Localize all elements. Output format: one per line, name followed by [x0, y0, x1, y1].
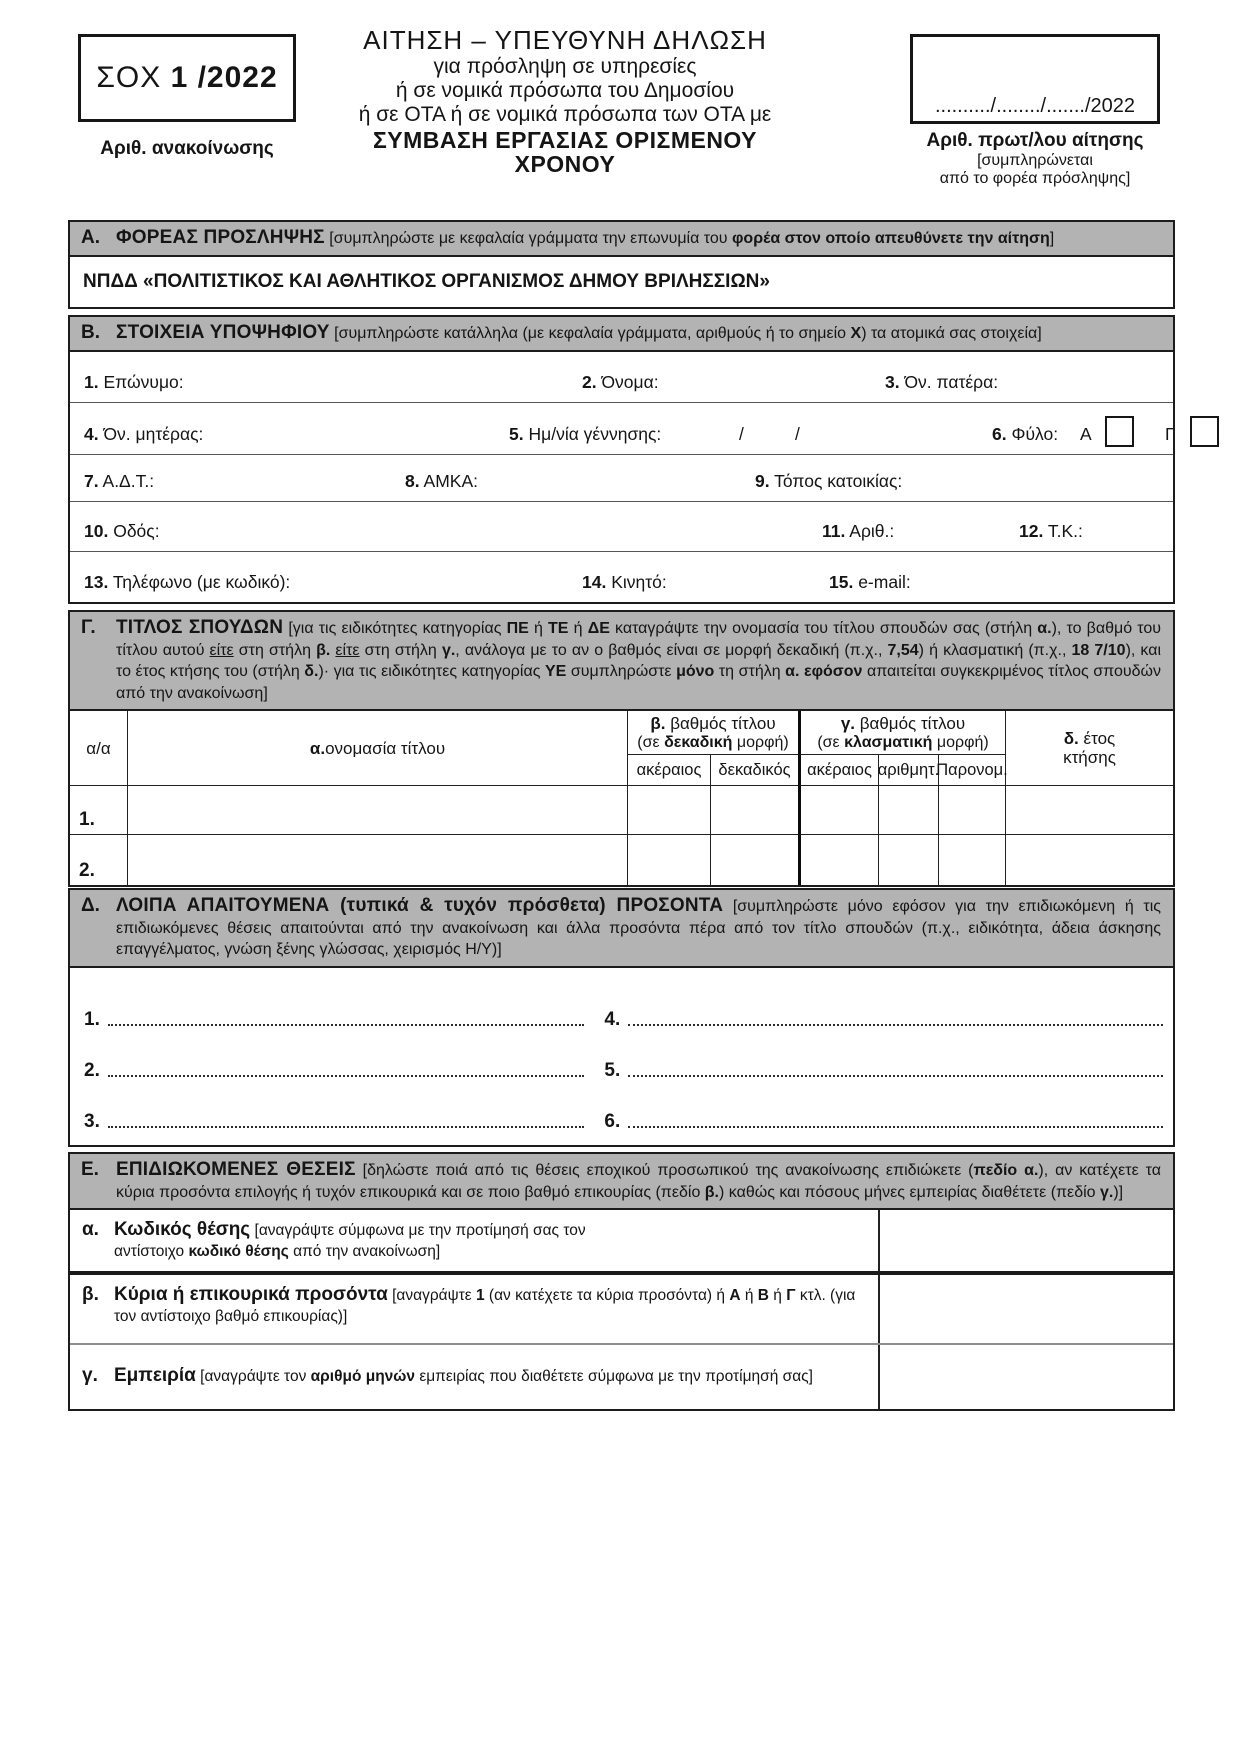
degree-row-2-frac-num-cell[interactable] [879, 835, 939, 885]
section-b-stoixeia-ypopsifiou [68, 315, 1175, 604]
form-title-line-4: ή σε ΟΤΑ ή σε νομικά πρόσωπα των ΟΤΑ με [358, 103, 772, 126]
degree-row-1-dec-dec-cell[interactable] [711, 786, 798, 835]
subcol-decimal-integer: ακέραιος [628, 755, 711, 786]
qualification-6-fill-line[interactable] [628, 1114, 1163, 1128]
field-9-residence: 9. Τόπος κατοικίας: [755, 470, 903, 491]
section-e-letter: Ε. [81, 1159, 99, 1180]
field-14-mobile: 14. Κινητό: [582, 571, 667, 592]
section-d-letter: Δ. [81, 895, 100, 916]
section-e-title: ΕΠΙΔΙΩΚΟΜΕΝΕΣ ΘΕΣΕΙΣ [116, 1159, 356, 1180]
section-b-title: ΣΤΟΙΧΕΙΑ ΥΠΟΨΗΦΙΟΥ [116, 322, 330, 343]
section-e-header [70, 1154, 1173, 1210]
field-5-birthdate: 5. Ημ/νία γέννησης: [509, 423, 662, 444]
fraction-grade-line-2: (σε κλασματική μορφή) [817, 733, 989, 751]
section-c-title: ΤΙΤΛΟΣ ΣΠΟΥΔΩΝ [116, 617, 284, 638]
section-a-letter: Α. [81, 227, 100, 248]
form-title-line-1: ΑΙΤΗΣΗ – ΥΠΕΥΘΥΝΗ ΔΗΛΩΣΗ [363, 25, 767, 55]
qualification-1-fill-line[interactable] [108, 1012, 585, 1026]
experience-answer-cell[interactable] [878, 1345, 1173, 1409]
subcol-fraction-integer: ακέραιος [798, 755, 879, 786]
position-code-letter: α. [82, 1219, 99, 1240]
date-slash-2: / [795, 423, 800, 444]
date-slash-1: / [739, 423, 744, 444]
qualification-item-3 [84, 1112, 598, 1131]
qualification-2-fill-line[interactable] [108, 1063, 585, 1077]
qualification-3-number: 3. [84, 1110, 100, 1132]
section-d-loipa-prosonta [68, 888, 1175, 1147]
degree-row-1-year-cell[interactable] [1006, 786, 1173, 835]
section-a-title: ΦΟΡΕΑΣ ΠΡΟΣΛΗΨΗΣ [116, 227, 325, 248]
main-or-auxiliary-row [70, 1275, 1173, 1345]
field-6-gender: 6. Φύλο: [992, 423, 1059, 444]
degree-row-1-frac-den-cell[interactable] [939, 786, 1006, 835]
degree-row-2-dec-dec-cell[interactable] [711, 835, 798, 885]
decimal-grade-line-1: β. βαθμός τίτλου [650, 713, 776, 733]
main-or-auxiliary-label: Κύρια ή επικουρικά προσόντα [114, 1284, 388, 1305]
field-3-father-name: 3. Όν. πατέρα: [885, 371, 999, 392]
degree-row-1-frac-num-cell[interactable] [879, 786, 939, 835]
qualification-item-4 [598, 1010, 1167, 1029]
col-header-fraction-grade [798, 711, 1006, 755]
qualification-3-fill-line[interactable] [108, 1114, 585, 1128]
experience-description [70, 1345, 878, 1409]
form-title [320, 25, 810, 177]
experience-hint: [αναγράψτε τον αριθμό μηνών εμπειρίας που διαθέτετε σύμφωνα με την προτίμησή σας] [195, 1368, 813, 1385]
field-10-street: 10. Οδός: [84, 520, 160, 541]
field-4-mother-name: 4. Όν. μητέρας: [84, 423, 204, 444]
section-b-header [70, 317, 1173, 352]
section-d-header [70, 890, 1173, 968]
field-8-amka: 8. ΑΜΚΑ: [405, 470, 478, 491]
qualification-4-number: 4. [604, 1008, 621, 1030]
field-1-surname: 1. Επώνυμο: [84, 371, 184, 392]
subcol-fraction-numerator: αριθμητ. [879, 755, 939, 786]
section-c-letter: Γ. [81, 617, 96, 638]
qualification-row-3-6 [70, 1080, 1173, 1131]
main-or-auxiliary-letter: β. [82, 1284, 99, 1305]
qualification-2-number: 2. [84, 1059, 100, 1081]
gender-checkbox-male[interactable] [1105, 416, 1134, 447]
qualification-5-fill-line[interactable] [628, 1063, 1163, 1077]
degrees-table [70, 711, 1173, 885]
notice-number-box [78, 34, 296, 122]
section-a-foreas-proslipsis [68, 220, 1175, 309]
section-d-title: ΛΟΙΠΑ ΑΠΑΙΤΟΥΜΕΝΑ (τυπικά & τυχόν πρόσθετα) ΠΡΟΣΟΝΤΑ [116, 895, 724, 916]
notice-caption: Αριθ. ανακοίνωσης [100, 138, 274, 159]
qualification-1-number: 1. [84, 1008, 100, 1030]
form-title-line-3: ή σε νομικά πρόσωπα του Δημοσίου [395, 79, 735, 102]
position-code-label: Κωδικός θέσης [114, 1219, 251, 1240]
agency-value-row [70, 257, 1173, 307]
section-e-hint: [δηλώστε ποιά από τις θέσεις εποχικού προσωπικού της ανακοίνωσης επιδιώκετε (πεδίο α.), αν κατέχετε τα κύρια προσόντα επιλογής ή τυχόν επικουρικά και σε ποιο βαθμό επικουρίας (πεδίο β.) καθώς και πόσους μήνες εμπειρίας διαθέτετε (πεδίο γ.)] [116, 1162, 1161, 1201]
qualification-item-5 [598, 1061, 1167, 1080]
degree-row-2-year-cell[interactable] [1006, 835, 1173, 885]
section-c-header [70, 612, 1173, 711]
qualification-item-1 [84, 1010, 598, 1029]
main-or-auxiliary-hint: [αναγράψτε 1 (αν κατέχετε τα κύρια προσόντα) ή Α ή Β ή Γ κτλ. (για τον αντίστοιχο βαθμό επικουρίας)] [114, 1287, 856, 1325]
subcol-fraction-denominator: Παρονομ. [939, 755, 1006, 786]
qualification-6-number: 6. [604, 1110, 621, 1132]
row-id-residence[interactable] [70, 455, 1173, 502]
degree-row-2-frac-int-cell[interactable] [798, 835, 879, 885]
col-header-degree-name: α. ονομασία τίτλου [128, 711, 628, 786]
gender-option-male-label: Α [1080, 423, 1092, 444]
experience-label: Εμπειρία [114, 1365, 196, 1386]
gender-checkbox-female[interactable] [1190, 416, 1219, 447]
degree-row-1-name-cell[interactable] [128, 786, 628, 835]
section-d-hint: [συμπληρώστε μόνο εφόσον για την επιδιωκόμενη ή τις επιδιωκόμενες θέσεις απαιτούνται από την ανακοίνωση και άλλα προσόντα πέρα από τον τίτλο σπουδών (π.χ., ειδικότητα, άδεια άσκησης επαγγέλματος, γνώση ξένης γλώσσας, χειρισμός Η/Υ)] [116, 898, 1162, 958]
form-title-line-5: ΣΥΜΒΑΣΗ ΕΡΓΑΣΙΑΣ ΟΡΙΣΜΕΝΟΥ ΧΡΟΝΟΥ [372, 127, 758, 177]
col-header-decimal-grade [628, 711, 798, 755]
form-title-line-2: για πρόσληψη σε υπηρεσίες [433, 55, 697, 78]
degree-row-1-index: 1. [70, 786, 128, 835]
decimal-grade-line-2: (σε δεκαδική μορφή) [637, 733, 789, 751]
section-c-hint: [για τις ειδικότητες κατηγορίας ΠΕ ή ΤΕ ή ΔΕ καταγράψτε την ονομασία του τίτλου σπουδών σας (στήλη α.), το βαθμό του τίτλου αυτού είτε στη στήλη β. είτε στη στήλη γ., ανάλογα με το αν ο βαθμός είναι σε μορφή δεκαδική (π.χ., 7,54) ή κλασματική (π.χ., 18 7/10), και το έτος κτήσης του (στήλη δ.)· για τις ειδικότητες κατηγορίας ΥΕ συμπληρώστε μόνο τη στήλη α. εφόσον απαιτείται συγκεκριμένος τίτλος σπουδών από την ανακοίνωση] [116, 620, 1162, 702]
experience-row [70, 1345, 1173, 1409]
degree-row-2-name-cell[interactable] [128, 835, 628, 885]
field-11-street-number: 11. Αριθ.: [822, 520, 895, 541]
row-contact[interactable] [70, 552, 1173, 602]
protocol-caption: Αριθ. πρωτ/λου αίτησης [926, 130, 1144, 151]
section-c-titlos-spoudon [68, 610, 1175, 887]
position-code-answer-cell[interactable] [878, 1210, 1173, 1271]
degree-row-2-dec-int-cell[interactable] [628, 835, 711, 885]
notice-code: ΣΟΧ 1 /2022 [96, 61, 278, 94]
degree-row-1-dec-int-cell[interactable] [628, 786, 711, 835]
protocol-number-box[interactable] [910, 34, 1160, 124]
row-address[interactable] [70, 502, 1173, 552]
protocol-note-line-1: [συμπληρώνεται [977, 152, 1093, 169]
row-birth-gender[interactable] [70, 403, 1173, 455]
position-code-hint: [αναγράψτε σύμφωνα με την προτίμησή σας τον αντίστοιχο κωδικό θέσης από την ανακοίνωση] [114, 1222, 586, 1260]
protocol-note-line-2: από το φορέα πρόσληψης] [939, 170, 1131, 187]
section-b-letter: Β. [81, 322, 100, 343]
field-2-firstname: 2. Όνομα: [582, 371, 659, 392]
experience-letter: γ. [82, 1365, 98, 1386]
degree-row-2-index: 2. [70, 835, 128, 885]
field-13-phone: 13. Τηλέφωνο (με κωδικό): [84, 571, 291, 592]
agency-value: ΝΠΔΔ «ΠΟΛΙΤΙΣΤΙΚΟΣ ΚΑΙ ΑΘΛΗΤΙΚΟΣ ΟΡΓΑΝΙΣΜΟΣ ΔΗΜΟΥ ΒΡΙΛΗΣΣΙΩΝ» [83, 270, 770, 292]
col-header-year-acquired [1006, 711, 1173, 786]
qualification-item-6 [598, 1112, 1167, 1131]
protocol-date-value[interactable]: ........../......../......./2022 [934, 95, 1136, 117]
field-7-id-card: 7. Α.Δ.Τ.: [84, 470, 155, 491]
degree-row-2-frac-den-cell[interactable] [939, 835, 1006, 885]
field-15-email: 15. e-mail: [829, 571, 911, 592]
gender-option-female-label: Γ [1165, 423, 1175, 444]
degree-row-1-frac-int-cell[interactable] [798, 786, 879, 835]
qualification-row-1-4 [70, 978, 1173, 1029]
field-12-postal-code: 12. Τ.Κ.: [1019, 520, 1083, 541]
qualification-row-2-5 [70, 1029, 1173, 1080]
subcol-decimal-decimal: δεκαδικός [711, 755, 798, 786]
main-or-auxiliary-answer-cell[interactable] [878, 1275, 1173, 1343]
qualification-4-fill-line[interactable] [628, 1012, 1163, 1026]
qualification-5-number: 5. [604, 1059, 621, 1081]
qualification-item-2 [84, 1061, 598, 1080]
position-code-description [70, 1210, 878, 1271]
year-acquired-text: δ. έτος κτήσης [1063, 729, 1116, 767]
row-name-fields[interactable] [70, 352, 1173, 403]
qualifications-list [70, 968, 1173, 1145]
position-code-row [70, 1210, 1173, 1275]
col-header-index: α/α [70, 711, 128, 786]
section-e-epidiokomenes-theseis [68, 1152, 1175, 1411]
fraction-grade-line-1: γ. βαθμός τίτλου [840, 713, 966, 733]
section-a-hint: [συμπληρώστε με κεφαλαία γράμματα την επωνυμία του φορέα στον οποίο απευθύνετε την αίτηση] [324, 230, 1055, 247]
section-a-header [70, 222, 1173, 257]
section-b-hint: [συμπληρώστε κατάλληλα (με κεφαλαία γράμματα, αριθμούς ή το σημείο Χ) τα ατομικά σας στοιχεία] [329, 325, 1042, 342]
main-or-auxiliary-description [70, 1275, 878, 1343]
